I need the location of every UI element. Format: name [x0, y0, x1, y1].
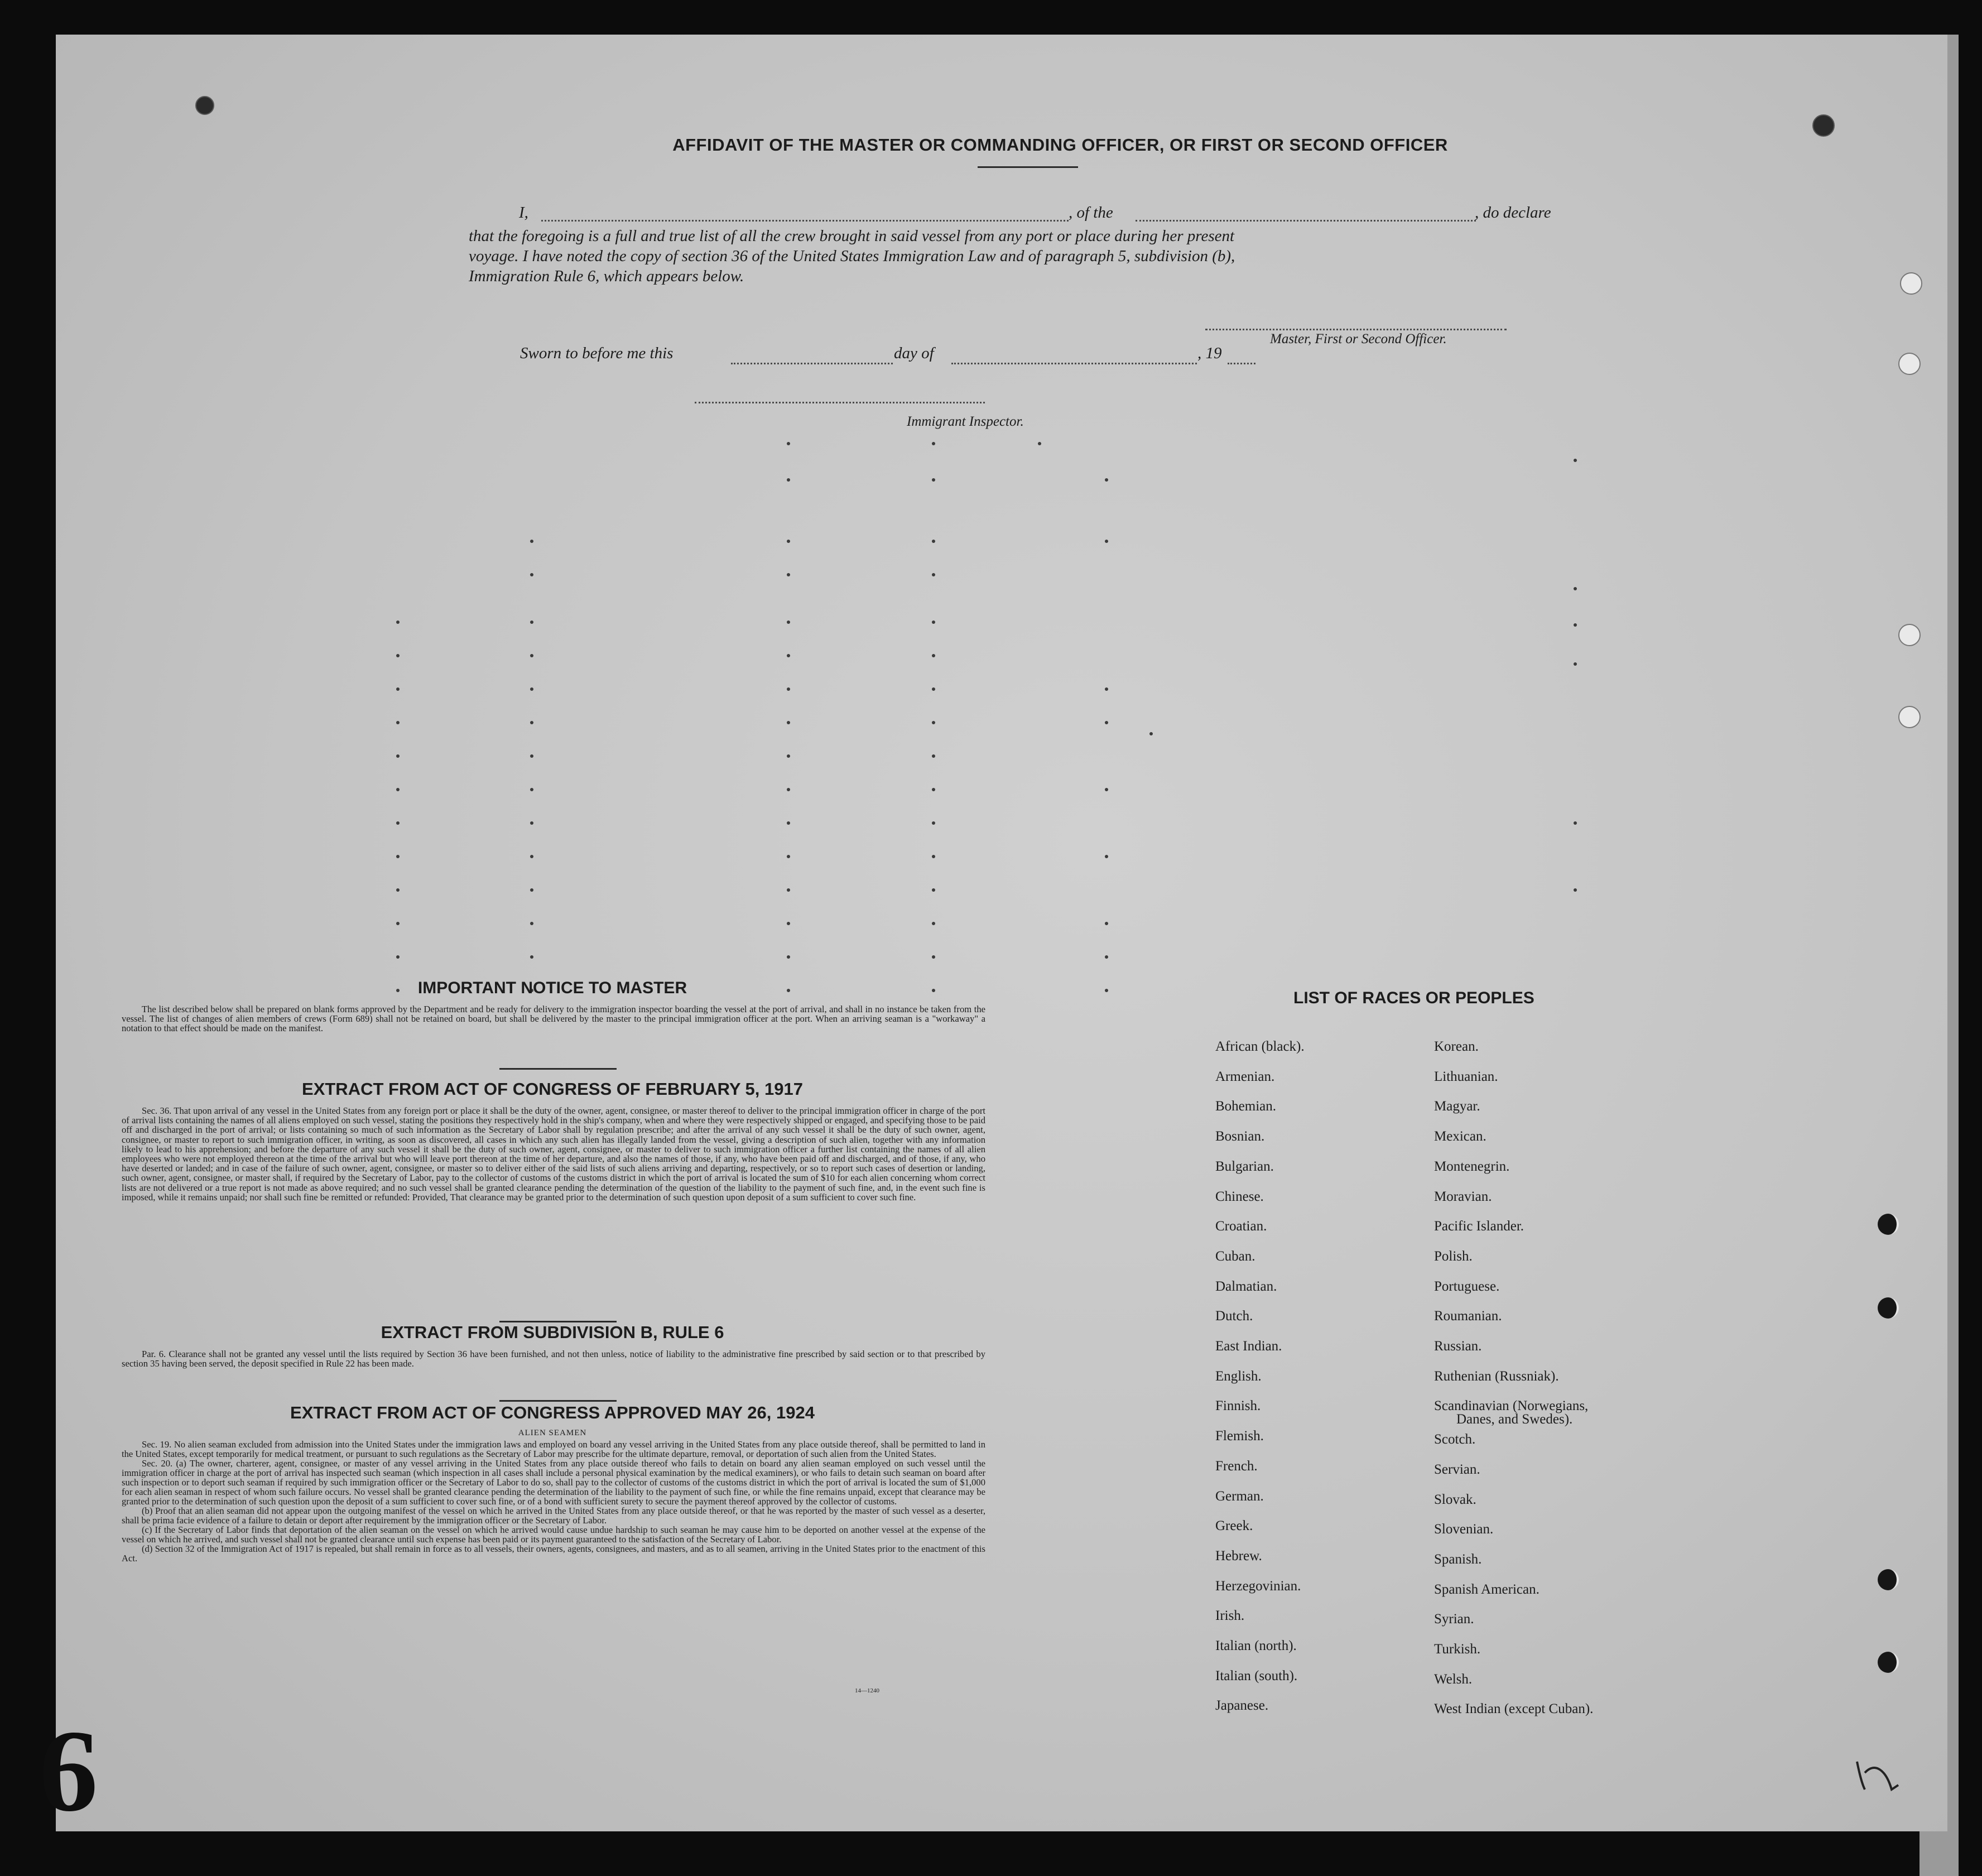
extract-1924-title: EXTRACT FROM ACT OF CONGRESS APPROVED MAY 26, 1924	[290, 1403, 815, 1422]
sworn-day-of: day of	[894, 344, 934, 362]
race-item: English.	[1215, 1368, 1262, 1384]
race-item: Korean.	[1434, 1039, 1479, 1054]
race-item: Roumanian.	[1434, 1309, 1502, 1324]
extract-1924-body	[122, 1440, 985, 1563]
extract-1924-sec20c: (c) If the Secretary of Labor finds that deportation of the alien seaman on the vessel on which he arrived would cause undue hardship to such seaman he may cause him to be deported on another vessel at the expense of the vessel on which he arrived, and such vessel shall not be granted clearance until such expense has been paid or its payment guaranteed to the satisfaction of the Secretary of Labor.	[122, 1524, 985, 1545]
extract-1924-subtitle: ALIEN SEAMEN	[518, 1428, 587, 1437]
affidavit-line1-declare: , do declare	[1475, 204, 1551, 222]
race-item: Spanish.	[1434, 1551, 1482, 1567]
race-item: Scotch.	[1434, 1432, 1476, 1447]
punch-hole	[1878, 1652, 1899, 1673]
race-item: Moravian.	[1434, 1189, 1492, 1204]
race-item: Chinese.	[1215, 1189, 1264, 1204]
signature-label: Master, First or Second Officer.	[1270, 331, 1447, 347]
sworn-year-blank[interactable]	[1228, 363, 1255, 364]
signature-blank[interactable]	[1205, 329, 1507, 330]
extract-rule6-title: EXTRACT FROM SUBDIVISION B, RULE 6	[381, 1322, 724, 1342]
extract-1924-sec20b: (b) Proof that an alien seaman did not appear upon the outgoing manifest of the vessel on which he arrived in the United States from any place outside thereof, or that he was reported by the master of such vessel as a deserter, shall be prima facie evidence of a failure to detain or deport after requirement by the immigration officer or the Secretary of Labor.	[122, 1505, 985, 1526]
extract-1917-body: Sec. 36. That upon arrival of any vessel in the United States from any foreign port or place it shall be the duty of the owner, agent, consignee, or master thereof to deliver to the principal immigration officer in charge of the port of arrival lists containing the names of all aliens employed on such vessel, stating the positions they respectively hold in the ship's company, when and where they were respectively shipped or engaged, and specifying those to be paid off and discharged in the port of arrival; or lists containing so much of such information as the Secretary of Labor shall by regulation prescribe; and after the arrival of any such vessel it shall be the duty of such owner, agent, consignee, or master to report to such immigration officer, in writing, as soon as discovered, all cases in which any such alien has illegally landed from the vessel, giving a description of such alien, together with any information likely to lead to his apprehension; and before the departure of any such vessel it shall be the duty of such owner, agent, consignee, or master to deliver to such immigration officer a further list containing the names of all alien employees who were not employed thereon at the time of the arrival but who will leave port thereon at the time of her departure, and also the names of those, if any, who have been paid off and discharged, and of those, if any, who have deserted or landed; and in case of the failure of such owner, agent, consignee, or master so to deliver either of the said lists of such aliens arriving and departing, respectively, or so to report such cases of desertion or landing, such owner, agent, consignee, or master shall, if required by the Secretary of Labor, pay to the collector of customs of the customs district in which the port of arrival is located the sum of $10 for each alien concerning whom correct lists are not delivered or a true report is not made as above required; and no such vessel shall be granted clearance pending the determination of the question of the liability to the payment of such fine, and, in the event such fine is imposed, while it remains unpaid; nor shall such fine be remitted or refunded: Provided, That clearance may be granted prior to the determination of such question upon deposit of a sum sufficient to cover such fine.	[122, 1105, 985, 1202]
race-item: Japanese.	[1215, 1698, 1269, 1714]
punch-hole	[1878, 1297, 1899, 1319]
document-sheet	[39, 35, 1947, 1837]
race-item: Spanish American.	[1434, 1581, 1540, 1597]
race-item: Dutch.	[1215, 1309, 1253, 1324]
race-item: Turkish.	[1434, 1642, 1481, 1657]
race-item: Mexican.	[1434, 1129, 1487, 1144]
race-item: Bohemian.	[1215, 1099, 1277, 1114]
punch-hole	[1898, 624, 1921, 646]
race-item: Servian.	[1434, 1461, 1480, 1477]
affidavit-rank-blank[interactable]	[1136, 220, 1476, 222]
race-item: Polish.	[1434, 1248, 1473, 1264]
race-item: Danes, and Swedes).	[1456, 1412, 1573, 1427]
affidavit-name-blank[interactable]	[541, 220, 1069, 222]
race-item: German.	[1215, 1488, 1264, 1504]
punch-hole	[1898, 353, 1921, 375]
race-item: French.	[1215, 1458, 1258, 1474]
extract-rule6-rule	[499, 1400, 617, 1402]
extract-1917-title: EXTRACT FROM ACT OF CONGRESS OF FEBRUARY 5, 1917	[302, 1079, 803, 1099]
race-item: Bosnian.	[1215, 1129, 1265, 1144]
sworn-month-blank[interactable]	[951, 363, 1197, 364]
race-item: Armenian.	[1215, 1069, 1275, 1084]
race-item: Greek.	[1215, 1518, 1253, 1534]
race-item: Finnish.	[1215, 1398, 1261, 1414]
inspector-blank[interactable]	[695, 402, 985, 403]
sworn-prefix: Sworn to before me this	[520, 344, 674, 362]
affidavit-line4: Immigration Rule 6, which appears below.	[469, 267, 744, 285]
affidavit-title-rule	[978, 166, 1078, 168]
notice-body: The list described below shall be prepared on blank forms approved by the Department and be ready for delivery to the immigration inspector boarding the vessel at the port of arrival, and shall in no instance be taken from the vessel. The list of changes of alien members of crews (Form 689) shall not be retained on board, but shall be delivered by the master to the principal immigration officer at the port. When an arriving seaman is a "workaway" a notation to that effect should be made on the manifest.	[122, 1004, 985, 1033]
race-item: Flemish.	[1215, 1428, 1264, 1444]
race-item: Montenegrin.	[1434, 1158, 1510, 1174]
punch-hole	[1898, 706, 1921, 728]
race-item: Slovak.	[1434, 1492, 1476, 1507]
affidavit-line2: that the foregoing is a full and true list of all the crew brought in said vessel from any port or place during her present	[469, 227, 1235, 245]
race-item: Slovenian.	[1434, 1522, 1494, 1537]
affidavit-line1-of-the: , of the	[1069, 204, 1113, 222]
race-item: Ruthenian (Russniak).	[1434, 1368, 1559, 1384]
race-item: Welsh.	[1434, 1671, 1473, 1687]
race-item: Irish.	[1215, 1608, 1245, 1624]
race-item: Cuban.	[1215, 1248, 1255, 1264]
punch-hole	[1878, 1569, 1899, 1590]
race-item: Croatian.	[1215, 1219, 1267, 1234]
extract-1924-sec19: Sec. 19. No alien seaman excluded from admission into the United States under the immigration laws and employed on board any vessel arriving in the United States from any place outside thereof, shall be permitted to land in the United States, except temporarily for medical treatment, or pursuant to such regulations as the Secretary of Labor may prescribe for the ultimate departure, removal, or deportation of such alien from the United States.	[122, 1439, 985, 1459]
races-title: LIST OF RACES OR PEOPLES	[1293, 989, 1534, 1007]
notice-title: IMPORTANT NOTICE TO MASTER	[417, 979, 687, 997]
form-number: 14—1240	[855, 1687, 879, 1694]
punch-hole	[195, 96, 214, 115]
affidavit-line1-i: I,	[519, 204, 528, 222]
handwritten-mark	[1853, 1756, 1903, 1795]
handwritten-sheet-number: 9	[39, 1708, 98, 1837]
race-item: Italian (south).	[1215, 1668, 1298, 1683]
extract-1924-sec20a: Sec. 20. (a) The owner, charterer, agent, consignee, or master of any vessel arriving in the United States from any place outside thereof who fails to detain on board any alien seaman employed on such vessel until the immigration officer in charge at the port of arrival has inspected such seaman (which inspection in all cases shall include a personal physical examination by the medical examiners), or who fails to detain such seaman on board after such inspection or to deport such seaman if required by such immigration officer or the Secretary of Labor to do so, shall pay to the collector of customs of the customs district in which the port of arrival is located the sum of $1,000 for each alien seaman in respect of whom such failure occurs. No vessel shall be granted clearance pending the determination of the liability to the payment of such fine, or while the fine remains unpaid, except that clearance may be granted prior to the determination of such question upon the deposit of a sum sufficient to cover such fine, or of a bond with sufficient surety to secure the payment thereof approved by the collector of customs.	[122, 1458, 985, 1507]
race-item: Syrian.	[1434, 1612, 1474, 1627]
race-item: Lithuanian.	[1434, 1069, 1498, 1084]
race-item: Bulgarian.	[1215, 1158, 1274, 1174]
punch-hole	[1812, 114, 1835, 137]
sworn-day-blank[interactable]	[731, 363, 893, 364]
race-item: West Indian (except Cuban).	[1434, 1701, 1594, 1717]
race-item: Hebrew.	[1215, 1548, 1262, 1564]
punch-hole	[1878, 1214, 1899, 1235]
affidavit-title: AFFIDAVIT OF THE MASTER OR COMMANDING OFFICER, OR FIRST OR SECOND OFFICER	[672, 135, 1448, 155]
race-item: Portuguese.	[1434, 1278, 1500, 1294]
sworn-year: , 19	[1197, 344, 1222, 362]
extract-rule6-body: Par. 6. Clearance shall not be granted any vessel until the lists required by Section 36 have been furnished, and not then unless, notice of liability to the administrative fine prescribed by said section or to that prescribed by section 35 having been served, the deposit specified in Rule 22 has been made.	[122, 1349, 985, 1369]
extract-1924-sec20d: (d) Section 32 of the Immigration Act of 1917 is repealed, but shall remain in force as to all vessels, their owners, agents, consignees, and masters, and as to all seamen, arriving in the United States prior to the enactment of this Act.	[122, 1543, 985, 1564]
race-item: Pacific Islander.	[1434, 1219, 1524, 1234]
race-item: Italian (north).	[1215, 1638, 1297, 1653]
race-item: Scandinavian (Norwegians,	[1434, 1398, 1589, 1414]
punch-hole	[1900, 272, 1922, 295]
affidavit-line3: voyage. I have noted the copy of section 36 of the United States Immigration Law and of paragraph 5, subdivision (b),	[469, 247, 1235, 265]
race-item: East Indian.	[1215, 1339, 1282, 1354]
race-item: African (black).	[1215, 1039, 1305, 1054]
inspector-label: Immigrant Inspector.	[907, 414, 1024, 429]
notice-rule	[499, 1068, 617, 1070]
race-item: Herzegovinian.	[1215, 1578, 1301, 1594]
race-item: Dalmatian.	[1215, 1278, 1277, 1294]
race-item: Magyar.	[1434, 1099, 1480, 1114]
race-item: Russian.	[1434, 1339, 1482, 1354]
